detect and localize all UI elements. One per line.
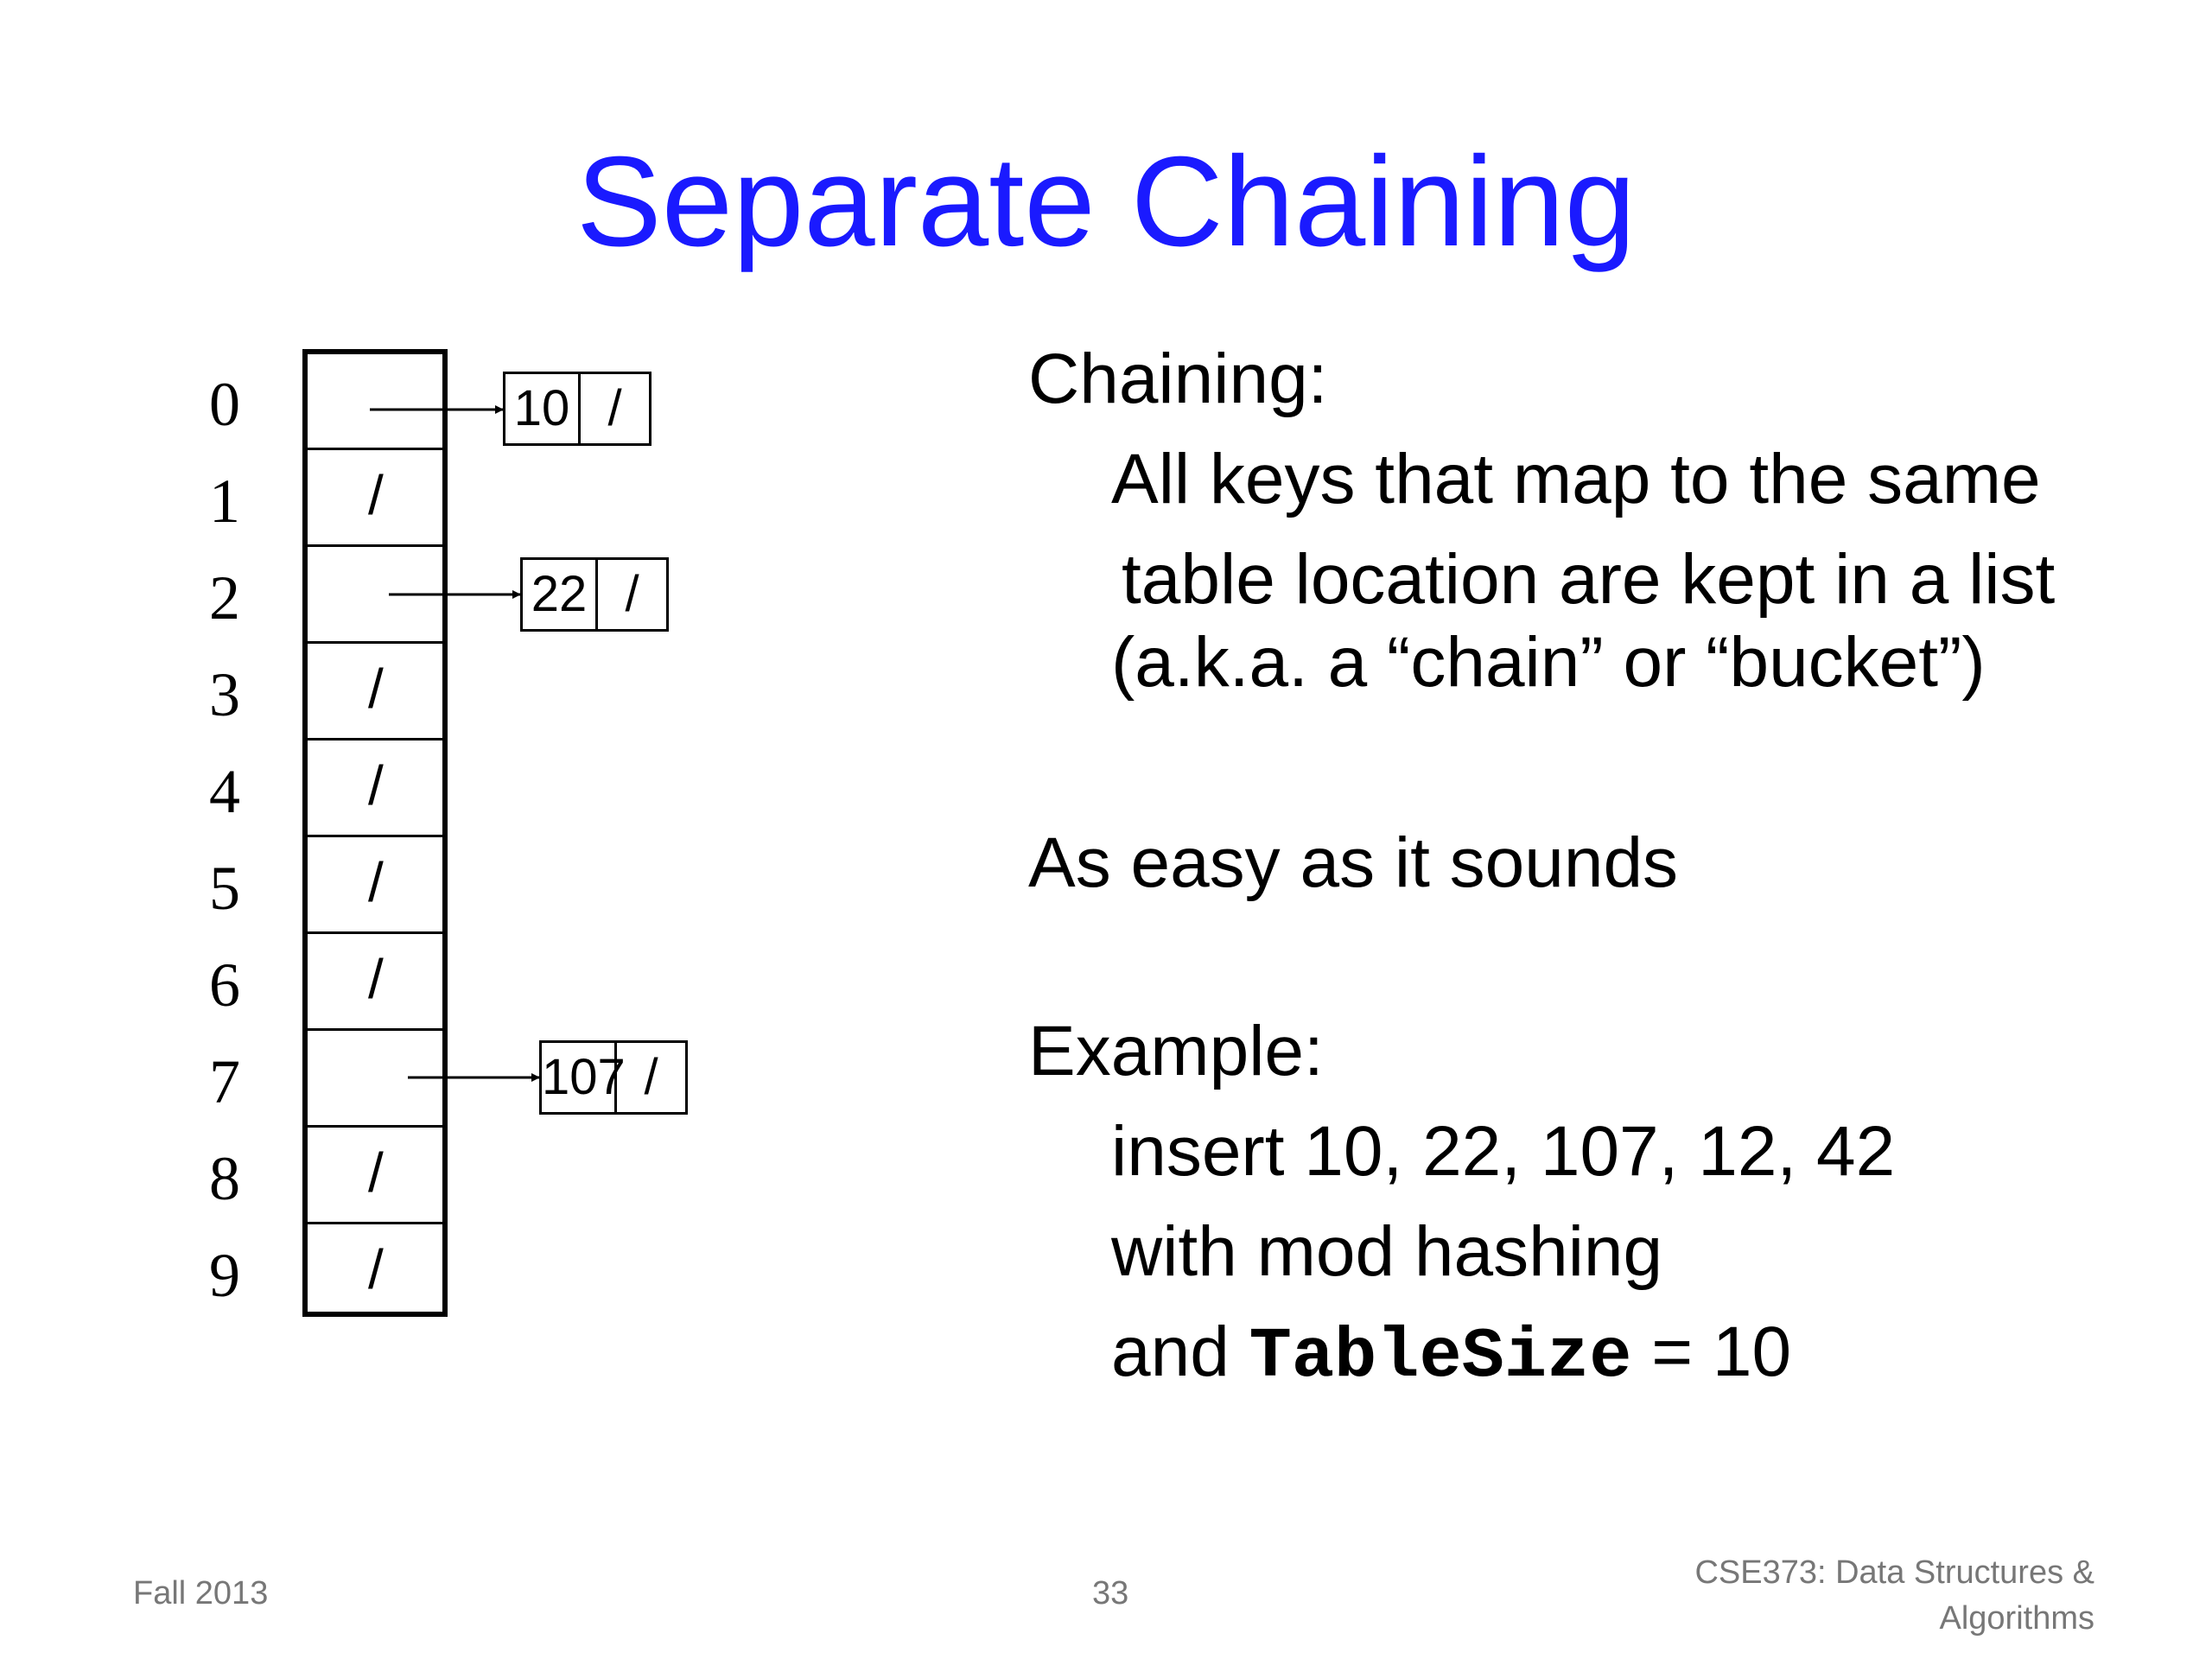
example-line-3-suffix: = 10 [1631, 1313, 1792, 1391]
footer-right [1694, 1550, 2094, 1642]
easy-line: As easy as it sounds [1028, 823, 1679, 902]
null-marker: / [368, 1141, 384, 1204]
null-marker: / [368, 851, 384, 913]
index-label-2: 2 [209, 563, 240, 632]
chaining-line-2: table location are kept in a list [1122, 540, 2056, 619]
index-label-6: 6 [209, 950, 240, 1020]
index-label-4: 4 [209, 757, 240, 826]
node-key: 22 [523, 560, 598, 629]
index-label-7: 7 [209, 1047, 240, 1116]
example-line-3 [1111, 1313, 1792, 1397]
chaining-heading: Chaining: [1028, 340, 1328, 418]
example-heading: Example: [1028, 1012, 1324, 1090]
example-line-1: insert 10, 22, 107, 12, 42 [1111, 1112, 1896, 1191]
index-label-9: 9 [209, 1241, 240, 1310]
node-key: 10 [505, 374, 581, 443]
node-next: / [644, 1049, 658, 1105]
index-label-3: 3 [209, 660, 240, 729]
node-next: / [625, 566, 639, 622]
node-key: 107 [542, 1043, 617, 1112]
chaining-line-3: (a.k.a. a “chain” or “bucket”) [1111, 623, 1986, 702]
slide-title: Separate Chaining [576, 130, 1636, 273]
index-label-1: 1 [209, 467, 240, 536]
index-label-0: 0 [209, 370, 240, 439]
chain-node-10 [503, 372, 652, 446]
null-marker: / [368, 1238, 384, 1300]
null-marker: / [368, 948, 384, 1010]
tablesize-code: TableSize [1249, 1317, 1632, 1397]
footer-right-line-2: Algorithms [1939, 1600, 2094, 1637]
footer-right-line-1: CSE373: Data Structures & [1694, 1554, 2094, 1591]
null-marker: / [368, 658, 384, 720]
null-marker: / [368, 464, 384, 526]
footer-page-number: 33 [1092, 1575, 1129, 1611]
null-marker: / [368, 754, 384, 817]
index-label-5: 5 [209, 854, 240, 923]
node-next: / [607, 380, 622, 436]
index-label-8: 8 [209, 1144, 240, 1213]
example-line-3-prefix: and [1111, 1313, 1249, 1391]
chaining-line-1: All keys that map to the same [1111, 440, 2041, 518]
footer-left: Fall 2013 [133, 1575, 269, 1611]
chain-node-22 [520, 557, 669, 632]
chain-node-107 [539, 1040, 688, 1115]
example-line-2: with mod hashing [1111, 1212, 1663, 1291]
